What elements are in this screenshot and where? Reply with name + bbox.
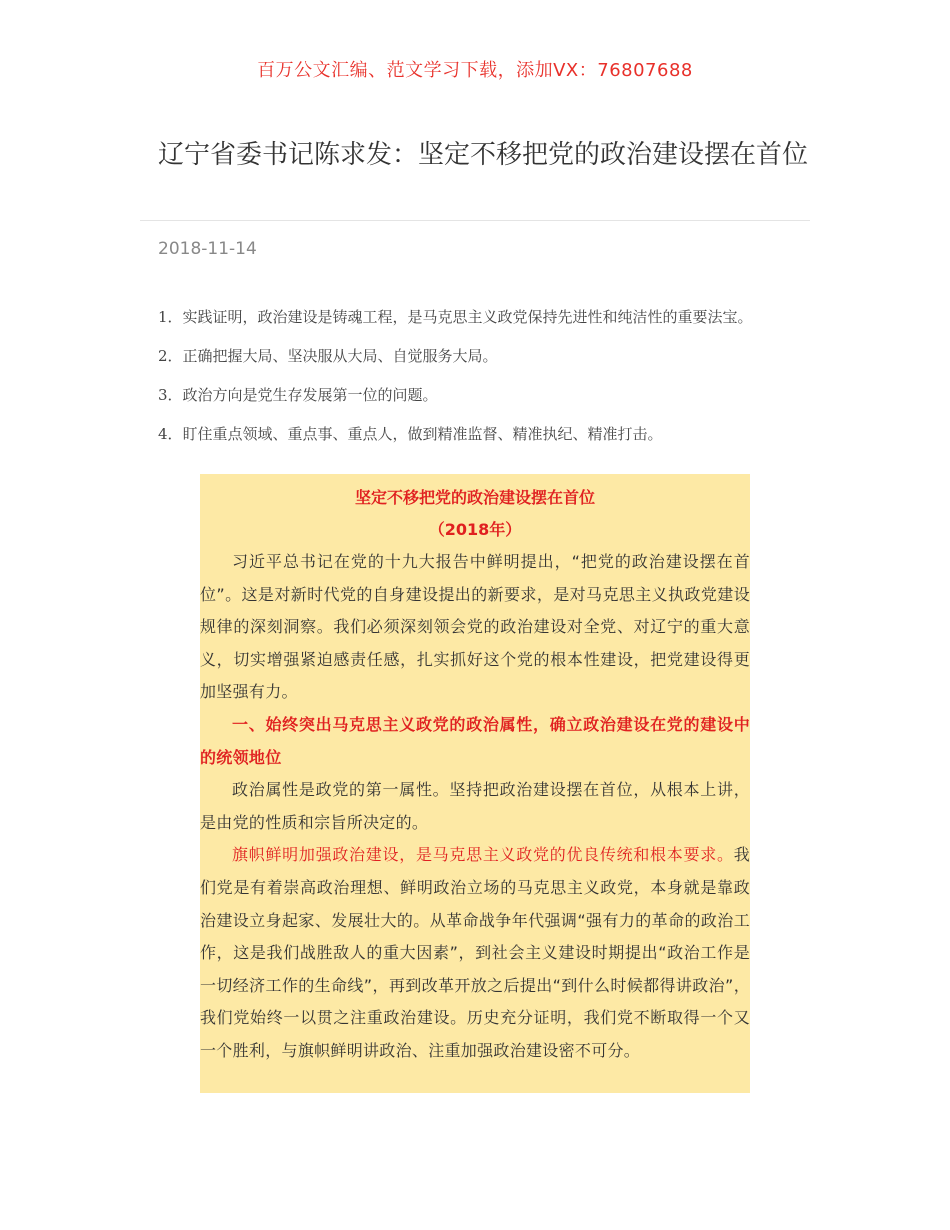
- highlighted-sentence: 旗帜鲜明加强政治建设，是马克思主义政党的优良传统和根本要求。: [232, 845, 734, 865]
- key-points-list: [158, 301, 788, 457]
- key-point: 3．政治方向是党生存发展第一位的问题。: [158, 386, 438, 404]
- excerpt-paragraph: 政治属性是政党的第一属性。坚持把政治建设摆在首位，从根本上讲，是由党的性质和宗旨所决定的。: [200, 780, 750, 832]
- excerpt-year: （2018年）: [428, 520, 522, 539]
- promo-banner: 百万公文汇编、范文学习下载，添加VX：76807688: [257, 60, 693, 81]
- section-heading: 一、始终突出马克思主义政党的政治属性，确立政治建设在党的建设中的统领地位: [200, 714, 750, 767]
- title-divider: [140, 220, 810, 221]
- key-point: 1．实践证明，政治建设是铸魂工程，是马克思主义政党保持先进性和纯洁性的重要法宝。: [158, 308, 753, 326]
- excerpt-paragraph: [200, 839, 750, 1067]
- key-point: 4．盯住重点领域、重点事、重点人，做到精准监督、精准执纪、精准打击。: [158, 425, 663, 443]
- excerpt-heading: 坚定不移把党的政治建设摆在首位: [354, 488, 595, 507]
- key-point: 2．正确把握大局、坚决服从大局、自觉服务大局。: [158, 347, 498, 365]
- article-excerpt: [200, 474, 750, 1093]
- article-date: 2018-11-14: [158, 239, 257, 259]
- excerpt-paragraph: 习近平总书记在党的十九大报告中鲜明提出，“把党的政治建设摆在首位”。这是对新时代党的自身建设提出的新要求，是对马克思主义执政党建设规律的深刻洞察。我们必须深刻领会党的政治建设对全党、对辽宁的重大意义，切实增强紧迫感责任感，扎实抓好这个党的根本性建设，把党建设得更加坚强有力。: [200, 552, 750, 702]
- article-title: 辽宁省委书记陈求发：坚定不移把党的政治建设摆在首位: [158, 140, 809, 170]
- paragraph-text: 我们党是有着崇高政治理想、鲜明政治立场的马克思主义政党，本身就是靠政治建设立身起家、发展壮大的。从革命战争年代强调“强有力的革命的政治工作，这是我们战胜敌人的重大因素”，到社会主义建设时期提出“政治工作是一切经济工作的生命线”，再到改革开放之后提出“到什么时候都得讲政治”，我们党始终一以贯之注重政治建设。历史充分证明，我们党不断取得一个又一个胜利，与旗帜鲜明讲政治、注重加强政治建设密不可分。: [200, 845, 750, 1060]
